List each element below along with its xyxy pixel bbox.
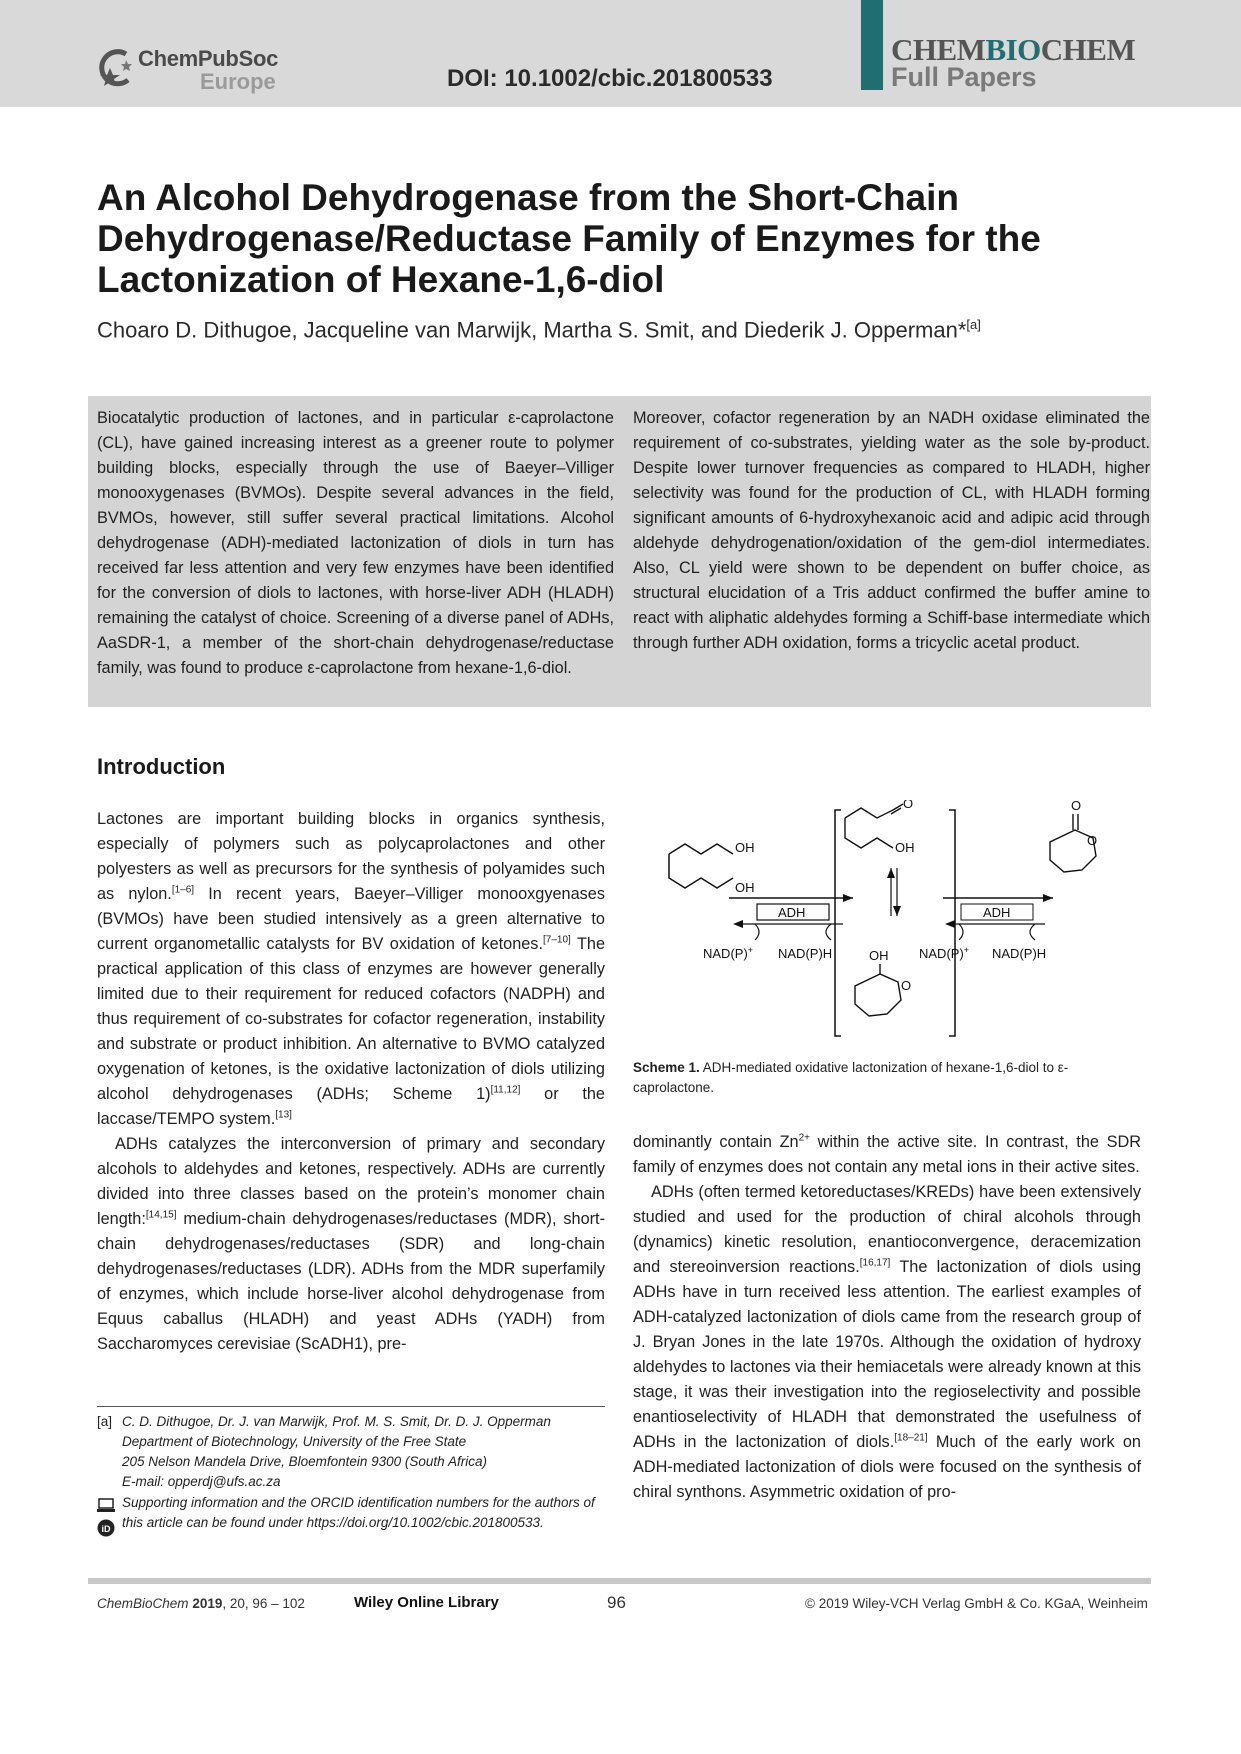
journal-name-prefix: CHEM [891, 32, 986, 67]
citation-ref[interactable]: [13] [275, 1109, 292, 1121]
doi-link[interactable]: DOI: 10.1002/cbic.201800533 [447, 65, 773, 92]
footnote-line: Department of Biotechnology, University of the Free State [122, 1434, 467, 1449]
scheme-oh-label: OH [735, 840, 755, 855]
scheme-oh-label: OH [869, 948, 889, 963]
text-span: Much of the early work on ADH-mediated lactonization of diols were focused on the synthesis of chiral synthons. Asymmetric oxidation of pro- [633, 1433, 1141, 1501]
scheme-oh-label: OH [895, 840, 915, 855]
text-span: or the laccase/TEMPO system. [97, 1085, 605, 1128]
scheme-1-figure [633, 800, 1153, 1050]
footnote-line: C. D. Dithugoe, Dr. J. van Marwijk, Prof. M. S. Smit, Dr. D. J. Opperman [122, 1414, 551, 1429]
text-span: dominantly contain Zn [633, 1133, 799, 1151]
scheme-o-label: O [901, 978, 912, 993]
text-span: In recent years, Baeyer–Villiger monooxgyenases (BVMOs) have been studied intensively as a green alternative to current organometallic catalysts for BV oxidation of ketones. [97, 885, 605, 953]
text-span: within the active site. In contrast, the SDR family of enzymes does not contain any metal ions in their active sites. [633, 1133, 1141, 1176]
caption-label: Scheme 1. [633, 1060, 700, 1075]
scheme-1-caption [633, 1058, 1141, 1098]
article-title: An Alcohol Dehydrogenase from the Short-Chain Dehydrogenase/Reductase Family of Enzymes for the Lactonization of Hexane-1,6-diol [97, 177, 1041, 300]
scheme-enzyme-label: ADH [983, 905, 1011, 920]
svg-text:iD: iD [101, 1524, 111, 1534]
wiley-online-library-link[interactable]: Wiley Online Library [354, 1594, 499, 1611]
citation-ref[interactable]: [14,15] [145, 1209, 177, 1221]
footer-citation [97, 1596, 305, 1611]
scheme-o-label: O [1071, 800, 1082, 813]
chempubsoc-logo-icon [96, 46, 136, 90]
footnote-text [122, 1412, 602, 1492]
page-header [0, 0, 1241, 107]
chempubsoc-logo [96, 44, 286, 94]
scheme-1-drawing [633, 800, 1153, 1050]
scheme-cofactor-label: NAD(P)H [778, 946, 833, 961]
citation-ref[interactable]: [11,12] [490, 1084, 521, 1096]
abstract-right-column: Moreover, cofactor regeneration by an NADH oxidase eliminated the requirement of co-substrates, yielding water as the sole by-product. Despite lower turnover frequencies as compared to HLADH, higher selectivity was found for the production of CL, with HLADH forming significant amounts of 6-hydroxyhexanoic acid and adipic acid through aldehyde dehydrogenation/oxidation of the gem-diol intermediates. Also, CL yield were shown to be dependent on buffer choice, as structural elucidation of a Tris adduct confirmed the buffer amine to react with aliphatic aldehydes forming a Schiff-base intermediate which through further ADH oxidation, forms a tricyclic acetal product. [633, 409, 1150, 652]
scheme-cofactor-label [703, 945, 753, 961]
footnote-email[interactable]: E-mail: opperdj@ufs.ac.za [122, 1474, 281, 1489]
section-heading-introduction: Introduction [97, 754, 226, 779]
text-span: ADHs (often termed ketoreductases/KREDs) have been extensively studied and used for the production of chiral alcohols through (dynamics) kinetic resolution, enantioconvergence, deracemization and stereoinversion reactions. [633, 1183, 1141, 1276]
text-span: The lactonization of diols using ADHs have in turn received less attention. The earliest examples of ADH-catalyzed lactonization of diols came from the research group of J. Bryan Jones in the late 1970s. Although the oxidation of hydroxy aldehydes to lactones via their hemiacetals were already known at this stage, it was their investigation into the regioselectivity and possible enantioselectivity of HLADH that demonstrated the usefulness of ADHs in the lactonization of diols. [633, 1258, 1141, 1451]
scheme-enzyme-label: ADH [778, 905, 806, 920]
text-span: medium-chain dehydrogenases/reductases (MDR), short-chain dehydrogenases/reductases (SDR) and long-chain dehydrogenases/reductases (LDR). ADHs from the MDR superfamily of enzymes, which include horse-liver alcohol dehydrogenase from Equus caballus (HLADH) and yeast ADHs (YADH) from Saccharomyces cerevisiae (ScADH1), pre- [97, 1210, 605, 1353]
journal-name-suffix: CHEM [1040, 32, 1136, 67]
body-left-column [97, 807, 605, 1357]
intro-paragraph-1 [97, 807, 605, 1132]
footer-journal-name: ChemBioChem [97, 1596, 189, 1611]
footnote-label: [a] [97, 1414, 113, 1429]
cofactor-sup: + [747, 945, 754, 955]
scheme-o-label: O [903, 800, 914, 811]
journal-accent-bar [861, 0, 883, 90]
citation-ref[interactable]: [16,17] [859, 1257, 891, 1269]
cofactor-text: NAD(P) [703, 946, 748, 961]
cofactor-text: NAD(P) [919, 946, 964, 961]
supporting-info-note[interactable]: Supporting information and the ORCID identification numbers for the authors of this article can be found under https://doi.org/10.1002/cbic.201800533. [122, 1495, 595, 1530]
supporting-info-icons [97, 1497, 115, 1537]
scheme-oh-label: OH [735, 880, 755, 895]
cofactor-sup: + [963, 945, 970, 955]
citation-ref[interactable]: [18–21] [894, 1432, 928, 1444]
body-right-column [633, 1130, 1141, 1505]
text-span: The practical application of this class of enzymes are however generally limited due to their requirement for reduced cofactors (NADPH) and thus requirement of co-substrates for cofactor regeneration, instability and substrate or product inhibition. An alternative to BVMO catalyzed oxygenation of ketones, is the oxidative lactonization of diols utilizing alcohol dehydrogenases (ADHs; Scheme 1) [97, 935, 605, 1103]
text-span: ADHs catalyzes the interconversion of primary and secondary alcohols to aldehydes and ketones, respectively. ADHs are currently divided into three classes based on the protein’s monomer chain length: [97, 1135, 605, 1228]
author-affiliation-mark: [a] [966, 317, 981, 332]
intro-paragraph-2-continued [633, 1130, 1141, 1180]
citation-ref[interactable]: [1–6] [171, 884, 195, 896]
text-span: Lactones are important building blocks in organics synthesis, especially of polymers such as polycaprolactones and other polyesters as well as precursors for the synthesis of polyamides such as nylon. [97, 810, 605, 903]
author-list [97, 317, 1147, 343]
copyright-notice: © 2019 Wiley-VCH Verlag GmbH & Co. KGaA, Weinheim [805, 1596, 1148, 1611]
intro-paragraph-3 [633, 1180, 1141, 1505]
intro-paragraph-2 [97, 1132, 605, 1357]
superscript: 2+ [798, 1132, 810, 1144]
abstract-box [88, 396, 1151, 707]
journal-name-mid: BIO [985, 32, 1041, 67]
footer-volume-pages: , 20, 96 – 102 [222, 1596, 305, 1611]
society-name: ChemPubSoc [138, 46, 279, 71]
abstract-left-column: Biocatalytic production of lactones, and in particular ε-caprolactone (CL), have gained increasing interest as a greener route to polymer building blocks, especially through the use of Baeyer–Villiger monooxygenases (BVMOs). Despite several advances in the field, BVMOs, however, still suffer several practical limitations. Alcohol dehydrogenase (ADH)-mediated lactonization of diols in turn has received far less attention and very few enzymes have been identified for the conversion of diols to lactones, with horse-liver ADH (HLADH) remaining the catalyst of choice. Screening of a diverse panel of ADHs, AaSDR-1, a member of the short-chain dehydrogenase/reductase family, was found to produce ε-caprolactone from hexane-1,6-diol. [97, 409, 614, 677]
page-number: 96 [607, 1593, 626, 1612]
scheme-cofactor-label: NAD(P)H [992, 946, 1047, 961]
footer-divider [88, 1578, 1151, 1584]
footer-year: 2019 [192, 1596, 223, 1611]
article-section: Full Papers [891, 62, 1037, 92]
scheme-o-label: O [1087, 833, 1098, 848]
citation-ref[interactable]: [7–10] [542, 934, 571, 946]
footnote-line: 205 Nelson Mandela Drive, Bloemfontein 9300 (South Africa) [122, 1454, 487, 1469]
caption-text: ADH-mediated oxidative lactonization of hexane-1,6-diol to ε-caprolactone. [633, 1060, 1069, 1095]
orcid-icon [97, 1519, 115, 1537]
footnote-divider [97, 1406, 605, 1407]
scheme-cofactor-label [919, 945, 969, 961]
society-region: Europe [200, 69, 276, 94]
author-names: Choaro D. Dithugoe, Jacqueline van Marwijk, Martha S. Smit, and Diederik J. Opperman* [97, 317, 967, 343]
